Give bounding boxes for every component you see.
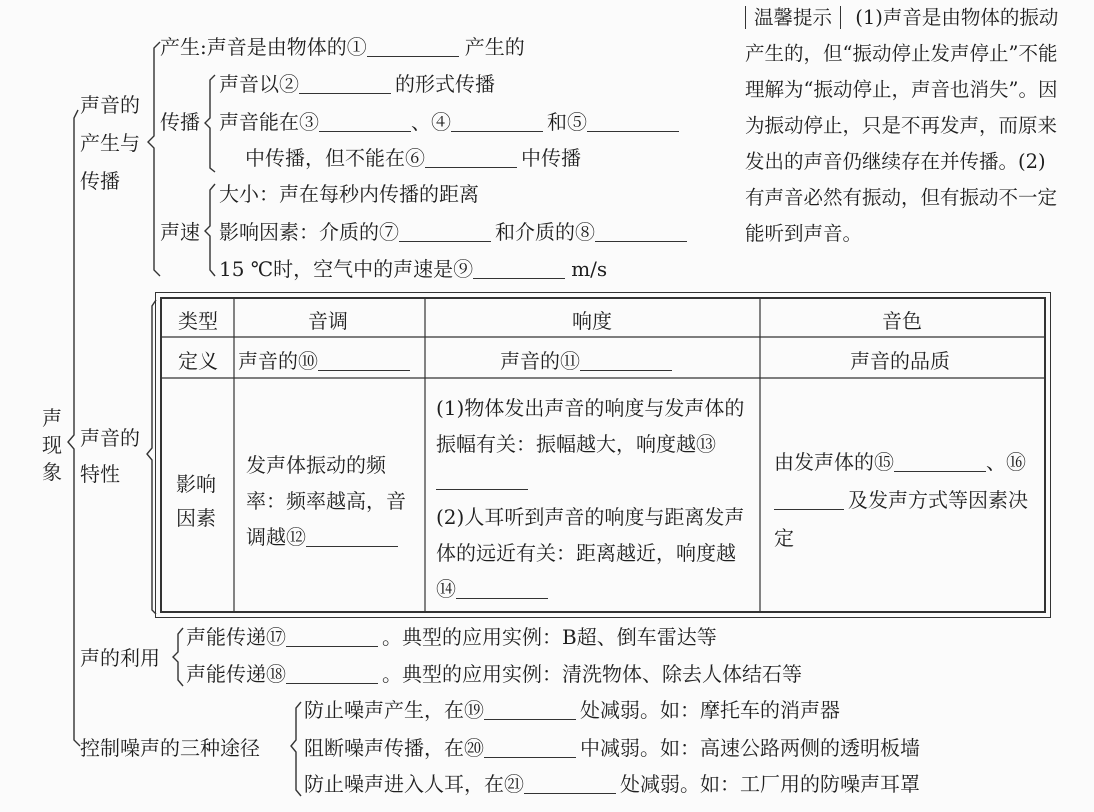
blank-7[interactable] [399,221,491,242]
blank-19[interactable] [484,699,576,720]
speed-line-3 [219,257,607,281]
spread-2b: 、④ [411,110,451,134]
tip-box [745,0,1065,252]
def-loud-text: 声音的⑪ [500,349,580,373]
blank-9[interactable] [473,258,565,279]
spread-line-1 [219,72,495,96]
timbre-d: 及发声方式等因素决定 [774,488,1028,550]
blank-10[interactable] [318,350,410,371]
tip-title: 温馨提示 [745,6,841,29]
header-type: 类型 [178,309,218,333]
usage-line-2 [186,662,802,686]
section-label-production: 声音的产生与传播 [80,93,140,193]
def-label: 定义 [178,349,218,373]
def-pitch [238,345,410,374]
blank-13[interactable] [436,469,528,490]
usage-line-1 [186,625,717,649]
speed-3a: 15 ℃时，空气中的声速是⑨ [219,257,474,281]
speed-line-2 [219,220,687,244]
usage-2b: 。典型的应用实例：清洗物体、除去人体结石等 [382,662,802,686]
blank-3[interactable] [319,111,411,132]
root-label: 声现象 [42,406,62,484]
blank-15[interactable] [894,451,986,472]
timbre-c: ⑯ [1006,450,1026,474]
loud-factor-1 [436,390,754,498]
speed-line-1: 大小：声在每秒内传播的距离 [219,182,479,206]
blank-17[interactable] [286,626,378,647]
blank-18[interactable] [286,663,378,684]
speed-label: 声速 [160,220,200,244]
spread-1a: 声音以② [219,72,299,96]
timbre-factor [774,443,1042,557]
timbre-b: 、 [986,450,1006,474]
noise-1a: 防止噪声产生，在⑲ [304,698,484,722]
loud-2-text: (2)人耳听到声音的响度与距离发声体的远近有关：距离越近，响度越⑭ [436,505,745,601]
loud-factor-2 [436,499,754,607]
blank-11[interactable] [580,350,672,371]
factor-label: 影响因素 [176,472,216,530]
noise-line-1 [304,698,840,722]
def-pitch-text: 声音的⑩ [238,349,318,373]
blank-4[interactable] [451,111,543,132]
produce-label: 产生 [160,35,200,59]
pitch-factor [246,447,418,555]
spread-line-2 [219,110,679,134]
noise-1b: 处减弱。如：摩托车的消声器 [580,698,840,722]
spread-3a: 中传播，但不能在⑥ [245,146,425,170]
noise-line-3 [304,772,920,796]
usage-1b: 。典型的应用实例：B超、倒车雷达等 [382,625,717,649]
pitch-factor-text: 发声体振动的频率：频率越高，音调越⑫ [246,453,406,549]
section-label-usage: 声的利用 [80,646,160,670]
noise-line-2 [304,736,920,760]
def-loud [500,345,672,374]
blank-20[interactable] [484,737,576,758]
blank-21[interactable] [524,773,616,794]
tip-text: (1)声音是由物体的振动产生的，但“振动停止发声停止”不能理解为“振动停止，声音也消失”。因为振动停止，只是不再发声，而原来发出的声音仍继续存在并传播。(2)有声音必然有振动，但有振动不一定能听到声音。 [745,6,1059,245]
spread-label: 传播 [160,110,200,134]
blank-12[interactable] [306,526,398,547]
header-timbre: 音色 [882,309,922,333]
blank-5[interactable] [587,111,679,132]
produce-line: 产生:声音是由物体的① 产生的 [160,35,525,59]
section-label-characteristics: 声音的特性 [80,426,140,486]
spread-2a: 声音能在③ [219,110,319,134]
noise-2b: 中减弱。如：高速公路两侧的透明板墙 [580,736,920,760]
spread-1b: 的形式传播 [395,72,495,96]
blank-2[interactable] [299,73,391,94]
spread-3b: 中传播 [521,146,581,170]
blank-8[interactable] [595,221,687,242]
spread-2c: 和⑤ [547,110,587,134]
blank-6[interactable] [425,147,517,168]
speed-2a: 影响因素：介质的⑦ [219,220,399,244]
blank-16[interactable] [774,489,844,510]
noise-3a: 防止噪声进入人耳，在㉑ [304,772,524,796]
header-loudness: 响度 [572,309,612,333]
usage-1a: 声能传递⑰ [186,625,286,649]
speed-2b: 和介质的⑧ [495,220,595,244]
spread-line-3 [245,146,581,170]
produce-text-b: 产生的 [464,35,525,59]
blank-14[interactable] [456,578,548,599]
loud-1-text: (1)物体发出声音的响度与发声体的振幅有关：振幅越大，响度越⑬ [436,396,745,456]
usage-2a: 声能传递⑱ [186,662,286,686]
noise-3b: 处减弱。如：工厂用的防噪声耳罩 [620,772,920,796]
characteristics-table [160,297,1046,613]
def-timbre: 声音的品质 [850,349,950,373]
header-pitch: 音调 [308,309,348,333]
speed-3b: m/s [571,257,608,281]
timbre-a: 由发声体的⑮ [774,450,894,474]
noise-2a: 阻断噪声传播，在⑳ [304,736,484,760]
section-label-noise-control: 控制噪声的三种途径 [80,736,260,760]
produce-text-a: 声音是由物体的① [206,35,367,59]
blank-1[interactable] [367,36,459,57]
